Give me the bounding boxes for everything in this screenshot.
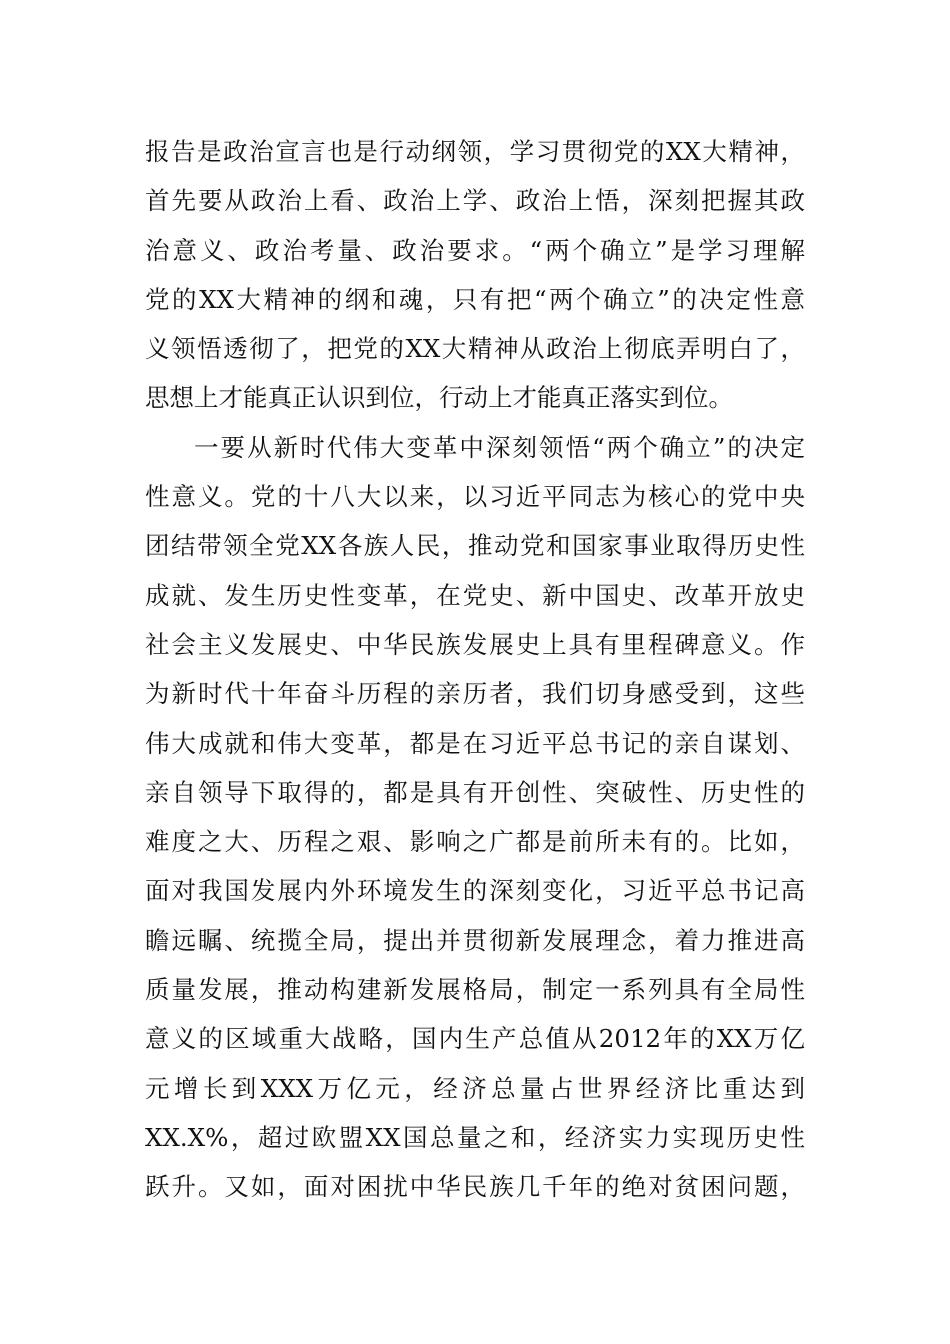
text-line: 治意义、政治考量、政治要求。“两个确立”是学习理解 [145, 235, 805, 265]
text-line: 为新时代十年奋斗历程的亲历者，我们切身感受到，这些 [145, 679, 805, 709]
body-text [145, 127, 805, 1212]
text-line: 性意义。党的十八大以来，以习近平同志为核心的党中央 [145, 482, 805, 512]
text-line: 难度之大、历程之艰、影响之广都是前所未有的。比如， [145, 827, 805, 857]
text-line: XX.X%，超过欧盟XX国总量之和，经济实力实现历史性 [145, 1122, 805, 1152]
text-line: 思想上才能真正认识到位，行动上才能真正落实到位。 [145, 383, 733, 413]
text-line: 义领悟透彻了，把党的XX大精神从政治上彻底弄明白了， [145, 334, 805, 364]
text-line: 面对我国发展内外环境发生的深刻变化，习近平总书记高 [145, 876, 805, 906]
text-line: 首先要从政治上看、政治上学、政治上悟，深刻把握其政 [145, 186, 805, 216]
text-line: 亲自领导下取得的，都是具有开创性、突破性、历史性的 [145, 777, 805, 807]
text-line: 质量发展，推动构建新发展格局，制定一系列具有全局性 [145, 975, 805, 1005]
text-line: 团结带领全党XX各族人民，推动党和国家事业取得历史性 [145, 531, 805, 561]
text-line: 跃升。又如，面对困扰中华民族几千年的绝对贫困问题， [145, 1172, 805, 1202]
text-line: 社会主义发展史、中华民族发展史上具有里程碑意义。作 [145, 629, 805, 659]
text-line: 伟大成就和伟大变革，都是在习近平总书记的亲自谋划、 [145, 728, 805, 758]
text-line: 元增长到XXX万亿元，经济总量占世界经济比重达到 [145, 1073, 805, 1103]
text-line: 报告是政治宣言也是行动纲领，学习贯彻党的XX大精神， [145, 137, 805, 166]
paragraph-first-line: 一要从新时代伟大变革中深刻领悟“两个确立”的决定 [194, 432, 805, 462]
text-line: 成就、发生历史性变革，在党史、新中国史、改革开放史 [145, 580, 805, 610]
text-line: 意义的区域重大战略，国内生产总值从2012年的XX万亿 [145, 1024, 805, 1054]
text-line: 瞻远瞩、统揽全局，提出并贯彻新发展理念，着力推进高 [145, 925, 805, 955]
text-line: 党的XX大精神的纲和魂，只有把“两个确立”的决定性意 [145, 284, 805, 314]
